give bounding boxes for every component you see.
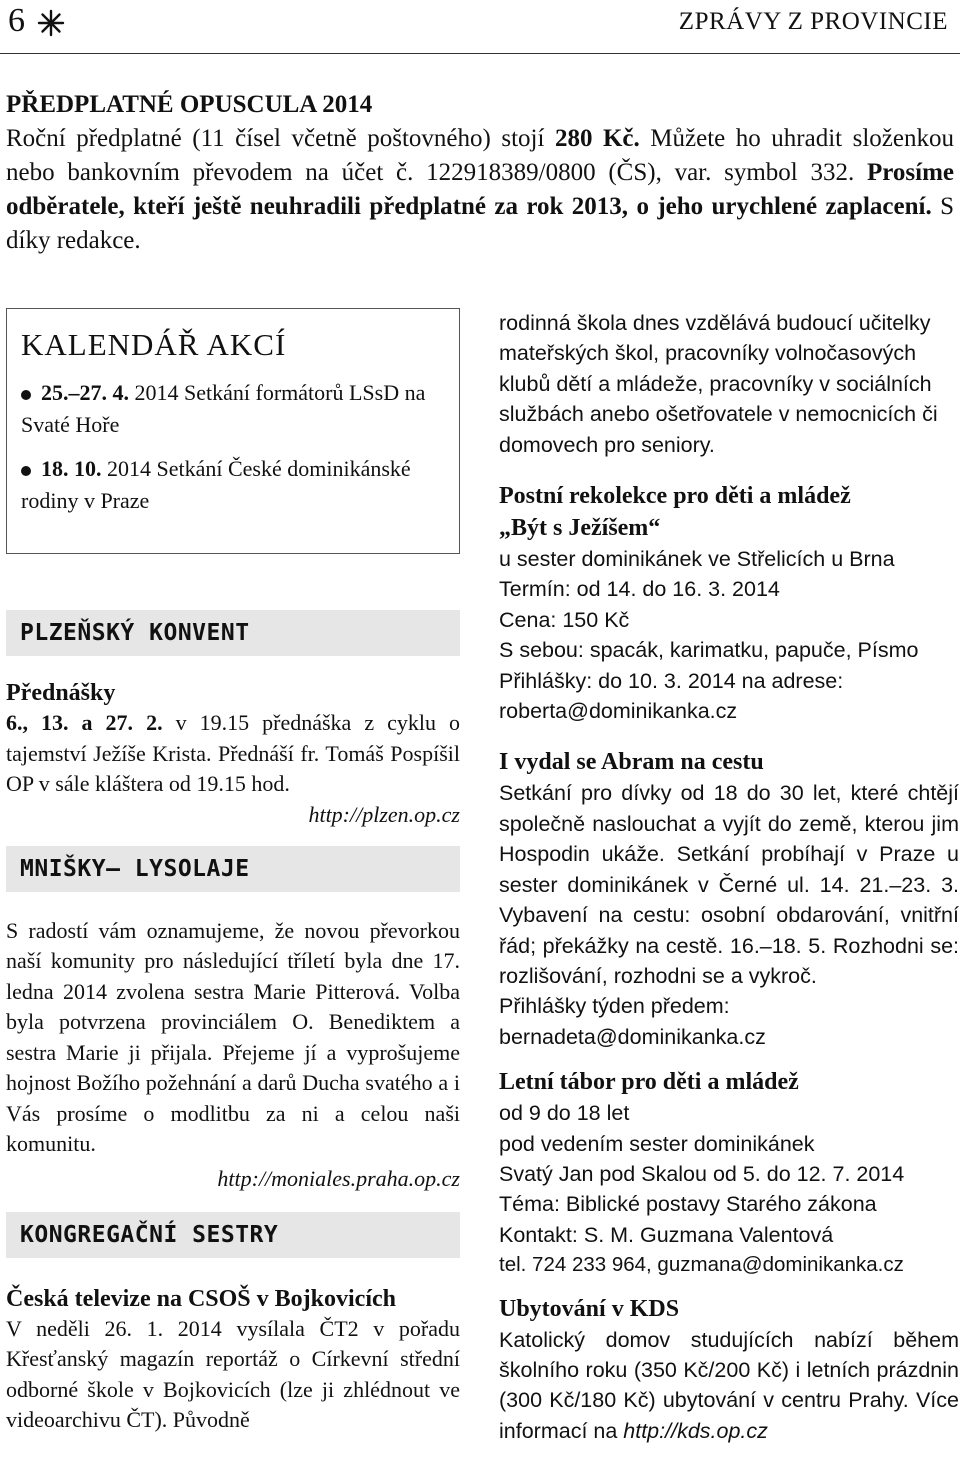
kds-section: [499, 1293, 959, 1447]
kds-text: [499, 1325, 959, 1447]
tabor-line: Kontakt: S. M. Guzmana Valentová: [499, 1222, 834, 1247]
subscription-text-part: Můžete ho uhradit složenkou nebo bankovním převodem na účet č. 122918389/0800 (ČS), var. symbol 332.: [6, 125, 954, 186]
tabor-section: [499, 1066, 959, 1280]
subscription-text: [6, 122, 954, 258]
bullet-icon: [21, 466, 31, 476]
calendar-item: [21, 377, 445, 441]
bojkovice-heading: Česká televize na CSOŠ v Bojkovicích: [6, 1285, 396, 1312]
rekolekce-title: „Být s Ježíšem“: [499, 515, 661, 542]
rekolekce-email[interactable]: roberta@dominikanka.cz: [499, 699, 738, 724]
lectures-body: v 19.15 přednáška z cyklu o tajemství Ježíše Krista. Přednáší fr. Tomáš Pospíšil OP v sále kláštera od 19.15 hod.: [6, 710, 461, 796]
calendar-item: [21, 453, 445, 517]
kds-body: Katolický domov studujících nabízí během školního roku (350 Kč/200 Kč) i letních prázdnin (300 Kč/180 Kč) ubytování v centru Prahy. Více informací na: [499, 1327, 959, 1443]
lectures-heading: Přednášky: [6, 680, 116, 706]
abram-text: Setkání pro dívky od 18 do 30 let, které chtějí společně naslouchat a vyjít do země, kterou jim Hospodin ukáže. Setkání probíhají v Praze u sester dominikánek v Černé ul. 14. 21.–23. 3. Vybavení na cestu: osobní obdarování, vnitřní řád; překážky na cestě. 16.–18. 5. Rozhodni se: rozlišování, rozhodni se a vykroč.: [499, 781, 959, 988]
left-column: [6, 308, 460, 1436]
section-title: ZPRÁVY Z PROVINCIE: [678, 8, 948, 35]
subscription-thanks: S díky redakce.: [6, 193, 954, 254]
asterisk-icon: [36, 8, 66, 38]
page-number: 6: [8, 2, 25, 39]
subscription-text-part: Roční předplatné (11 čísel včetně poštovného) stojí: [6, 125, 555, 152]
moniales-link[interactable]: http://moniales.praha.op.cz: [217, 1165, 460, 1191]
lysolaje-text: S radostí vám oznamujeme, že novou převorkou naší komunity pro následující tříletí byla dne 17. ledna 2014 zvolena sestra Marie Pitterová. Volba byla potvrzena provinciálem O. Benediktem a sestra Marie ji přijala. Přejeme jí a vyprošujeme hojnost Božího požehnání a darů Ducha svatého a i Vás prosíme o modlitbu za ni a celou naši komunitu.: [6, 917, 460, 1156]
lectures-dates: 6., 13. a 27. 2.: [6, 710, 163, 735]
bullet-icon: [21, 390, 31, 400]
rekolekce-heading: Postní rekolekce pro děti a mládež: [499, 483, 851, 510]
tabor-line: Téma: Biblické postavy Starého zákona: [499, 1192, 877, 1217]
rekolekce-section: [499, 480, 959, 726]
rekolekce-line: Termín: od 14. do 16. 3. 2014: [499, 577, 780, 602]
lectures-text: [6, 708, 460, 800]
tabor-contact: tel. 724 233 964, guzmana@dominikanka.cz: [499, 1253, 904, 1277]
calendar-item-date: 25.–27. 4.: [41, 380, 129, 405]
abram-heading: I vydal se Abram na cestu: [499, 749, 764, 776]
calendar-item-text: 2014 Setkání formátorů LSsD na Svaté Hoře: [21, 380, 426, 437]
right-column: [499, 308, 959, 1446]
abram-registration: Přihlášky týden předem:: [499, 994, 730, 1019]
kds-link[interactable]: http://kds.op.cz: [623, 1418, 768, 1443]
calendar-item-date: 18. 10.: [41, 456, 102, 481]
plzen-link[interactable]: http://plzen.op.cz: [308, 801, 460, 827]
calendar-item-text: 2014 Setkání České dominikánské rodiny v Praze: [21, 456, 411, 513]
section-bar-plzen: PLZEŇSKÝ KONVENT: [6, 610, 460, 656]
rekolekce-line: u sester dominikánek ve Střelicích u Brna: [499, 547, 895, 572]
rekolekce-line: Cena: 150 Kč: [499, 607, 630, 632]
subscription-heading: PŘEDPLATNÉ OPUSCULA 2014: [6, 91, 373, 118]
kds-heading: Ubytování v KDS: [499, 1295, 680, 1322]
section-bar-kongregacni: KONGREGAČNÍ SESTRY: [6, 1212, 460, 1258]
subscription-request: Prosíme odběratele, kteří ještě neuhradili předplatné za rok 2013, o jeho urychlené zaplacení.: [6, 159, 954, 220]
header-divider: [0, 53, 960, 54]
abram-section: [499, 746, 959, 1052]
bojkovice-text: V neděli 26. 1. 2014 vysílala ČT2 v pořadu Křesťanský magazín reportáž o Církevní střední odborné škole v Bojkovicích (lze ji zhlédnout ve videoarchivu ČT). Původně: [6, 1315, 460, 1432]
subscription-notice: [6, 88, 954, 258]
tabor-line: od 9 do 18 let: [499, 1101, 630, 1126]
abram-email[interactable]: bernadeta@dominikanka.cz: [499, 1024, 766, 1049]
tabor-line: Svatý Jan pod Skalou od 5. do 12. 7. 2014: [499, 1161, 905, 1186]
subscription-price: 280 Kč.: [554, 125, 640, 152]
continued-text: rodinná škola dnes vzdělává budoucí učitelky mateřských škol, pracovníky volnočasových klubů dětí a mládeže, pracovníky v sociálních službách anebo ošetřovatele v nemocnicích či domovech pro seniory.: [499, 311, 938, 457]
tabor-heading: Letní tábor pro děti a mládež: [499, 1069, 799, 1096]
calendar-box: [6, 308, 460, 554]
section-bar-lysolaje: MNIŠKY– LYSOLAJE: [6, 846, 460, 892]
rekolekce-line: Přihlášky: do 10. 3. 2014 na adrese:: [499, 668, 844, 693]
tabor-line: pod vedením sester dominikánek: [499, 1131, 815, 1156]
rekolekce-line: S sebou: spacák, karimatku, papuče, Písmo: [499, 638, 919, 663]
calendar-title: KALENDÁŘ AKCÍ: [21, 327, 287, 362]
